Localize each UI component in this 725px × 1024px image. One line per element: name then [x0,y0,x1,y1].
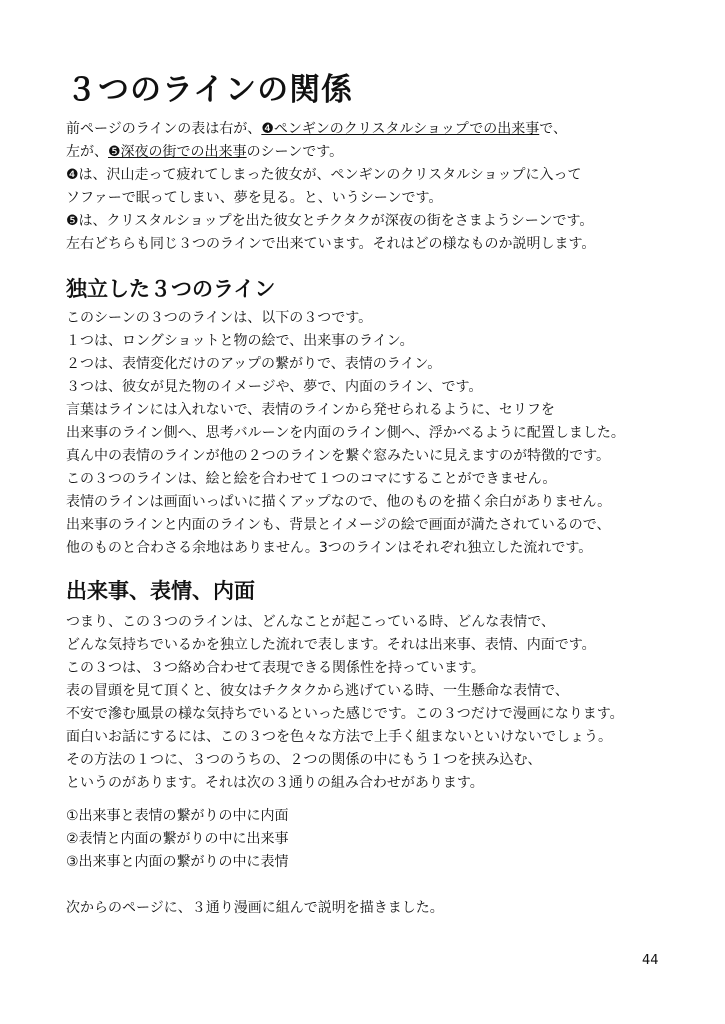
intro-text: 前ページのラインの表は右が、 [66,121,262,137]
body-line: というのがあります。それは次の３通りの組み合わせがあります。 [66,775,484,791]
body-line: １つは、ロングショットと物の絵で、出来事のライン。 [66,333,414,349]
list-item: ③出来事と内面の繋がりの中に表情 [66,854,289,870]
body-line: この３つは、３つ絡め合わせて表現できる関係性を持っています。 [66,660,485,676]
intro-line [66,141,716,164]
intro-line [66,118,716,141]
section2-paragraph [66,611,716,795]
list-item: ①出来事と表情の繋がりの中に内面 [66,808,289,824]
underlined-scene-title: ❹ペンギンのクリスタルショップでの出来事 [261,121,540,137]
section-title-independent-lines: 独立した３つのライン [66,277,276,301]
body-line: 次からのページに、３通り漫画に組んで説明を描きました。 [66,900,444,916]
section1-paragraph [66,307,716,560]
body-line: ３つは、彼女が見た物のイメージや、夢で、内面のライン、です。 [66,379,483,395]
intro-line: 左右どちらも同じ３つのラインで出来ています。それはどの様なものか説明します。 [66,236,596,252]
intro-text: で、 [539,121,567,137]
body-line: この３つのラインは、絵と絵を合わせて１つのコマにすることができません。 [66,471,557,487]
intro-text: のシーンです。 [246,144,344,160]
body-line: 真ん中の表情のラインが他の２つのラインを繋ぐ窓みたいに見えますのが特徴的です。 [66,448,611,464]
intro-paragraph [66,118,716,256]
body-line: 言葉はラインには入れないで、表情のラインから発せられるように、セリフを [66,402,555,418]
body-line: このシーンの３つのラインは、以下の３つです。 [66,310,373,326]
body-line: 出来事のライン側へ、思考バルーンを内面のライン側へ、浮かべるように配置しました。 [66,425,625,441]
underlined-scene-title: ❺深夜の街での出来事 [108,144,247,160]
list-item: ②表情と内面の繋がりの中に出来事 [66,831,289,847]
intro-line: ❹は、沢山走って疲れてしまった彼女が、ペンギンのクリスタルショップに入って [66,167,582,183]
combination-list [66,805,716,874]
body-line: 出来事のラインと内面のラインも、背景とイメージの絵で画面が満たされているので、 [66,517,611,533]
body-line: 他のものと合わさる余地はありません。3つのラインはそれぞれ独立した流れです。 [66,540,593,556]
body-line: どんな気持ちでいるかを独立した流れで表します。それは出来事、表情、内面です。 [66,637,596,653]
intro-line: ❺は、クリスタルショップを出た彼女とチクタクが深夜の街をさまようシーンです。 [66,213,594,229]
body-line: 不安で滲む風景の様な気持ちでいるといった感じです。この３つだけで漫画になります。 [66,706,624,722]
intro-text: 左が、 [66,144,108,160]
body-line: 表情のラインは画面いっぱいに描くアップなので、他のものを描く余白がありません。 [66,494,612,510]
page-number: 44 [642,953,659,968]
section-title-event-expression-inner: 出来事、表情、内面 [66,579,255,603]
closing-paragraph [66,897,716,920]
page-title: ３つのラインの関係 [66,72,354,108]
body-line: ２つは、表情変化だけのアップの繋がりで、表情のライン。 [66,356,442,372]
body-line: 面白いお話にするには、この３つを色々な方法で上手く組まないといけないでしょう。 [66,729,612,745]
body-line: その方法の１つに、３つのうちの、２つの関係の中にもう１つを挟み込む、 [66,752,542,768]
body-line: 表の冒頭を見て頂くと、彼女はチクタクから逃げている時、一生懸命な表情で、 [66,683,569,699]
body-line: つまり、この３つのラインは、どんなことが起こっている時、どんな表情で、 [66,614,556,630]
intro-line: ソファーで眠ってしまい、夢を見る。と、いうシーンです。 [66,190,443,206]
